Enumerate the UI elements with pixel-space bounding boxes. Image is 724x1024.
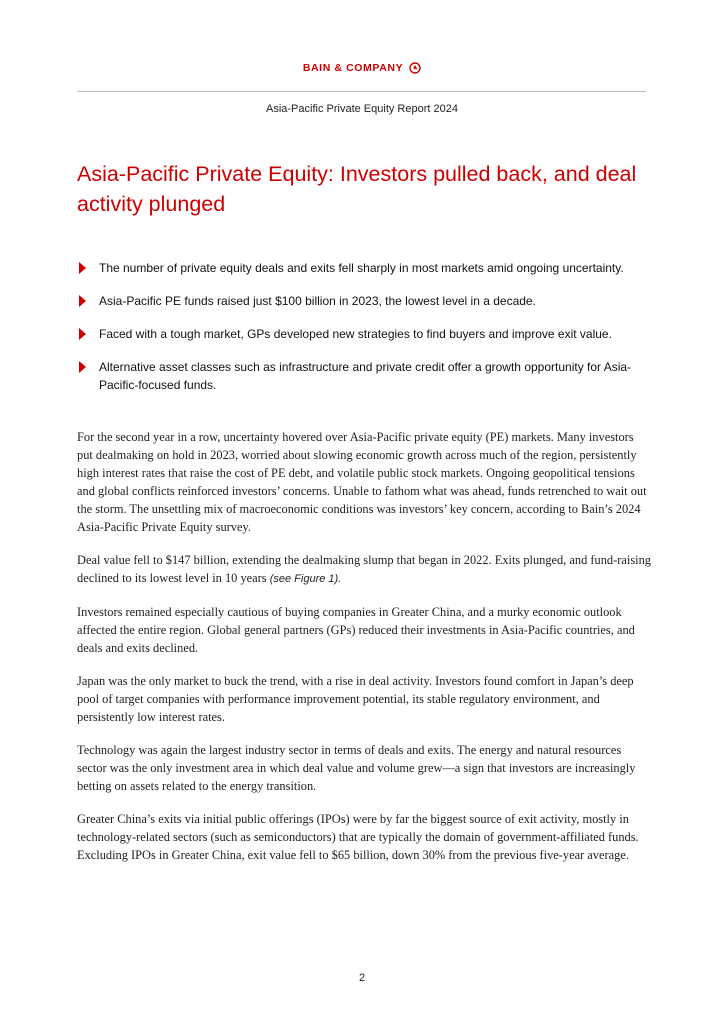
paragraph (77, 551, 651, 588)
bullet-text: The number of private equity deals and exits fell sharply in most markets amid ongoing uncertainty. (99, 261, 624, 275)
page-number: 2 (358, 972, 366, 984)
paragraph-text: Deal value fell to $147 billion, extending the dealmaking slump that began in 2022. Exits plunged, and fund-raising declined to its lowest level in 10 years (77, 553, 651, 585)
list-item (77, 259, 652, 277)
header-divider (77, 91, 646, 92)
triangle-bullet-icon (79, 295, 86, 307)
list-item (77, 325, 652, 343)
body-text (77, 428, 651, 879)
figure-reference: (see Figure 1). (269, 573, 342, 585)
brand-logo (0, 62, 724, 74)
paragraph: Japan was the only market to buck the trend, with a rise in deal activity. Investors found comfort in Japan’s deep pool of target companies with performance improvement potential, its stable regulatory environment, and persistently low interest rates. (77, 674, 634, 724)
list-item (77, 292, 652, 310)
bullet-text: Faced with a tough market, GPs developed new strategies to find buyers and improve exit value. (99, 327, 612, 341)
triangle-bullet-icon (79, 262, 86, 274)
brand-name: BAIN & COMPANY (302, 62, 404, 74)
bullet-text: Alternative asset classes such as infrastructure and private credit offer a growth opportunity for Asia-Pacific-focused funds. (99, 360, 632, 392)
list-item (77, 358, 652, 394)
paragraph: For the second year in a row, uncertainty hovered over Asia-Pacific private equity (PE) markets. Many investors put dealmaking on hold in 2023, worried about slowing economic growth across much of the region, persistently high interest rates that raise the cost of PE debt, and volatile public stock markets. Ongoing geopolitical tensions and global conflicts reinforced investors’ concerns. Unable to fathom what was ahead, funds retrenched to wait out the storm. The unsettling mix of macroeconomic conditions was investors’ key concern, according to Bain’s 2024 Asia-Pacific Private Equity survey. (77, 430, 647, 534)
report-title: Asia-Pacific Private Equity Report 2024 (266, 103, 458, 115)
paragraph: Technology was again the largest industry sector in terms of deals and exits. The energy and natural resources sector was the only investment area in which deal value and volume grew—a sign that investors are increasingly betting on assets related to the energy transition. (77, 743, 636, 793)
key-takeaways-list (77, 259, 652, 409)
triangle-bullet-icon (79, 328, 86, 340)
paragraph: Greater China’s exits via initial public offerings (IPOs) were by far the biggest source of exit activity, mostly in technology-related sectors (such as semiconductors) that are typically the domain of government-affiliated funds. Excluding IPOs in Greater China, exit value fell to $65 billion, down 30% from the previous five-year average. (77, 812, 639, 862)
bullet-text: Asia-Pacific PE funds raised just $100 billion in 2023, the lowest level in a decade. (99, 294, 536, 308)
page-title: Asia-Pacific Private Equity: Investors pulled back, and deal activity plunged (77, 162, 637, 216)
bain-logo-icon (409, 62, 421, 74)
triangle-bullet-icon (79, 361, 86, 373)
paragraph: Investors remained especially cautious of buying companies in Greater China, and a murky economic outlook affected the entire region. Global general partners (GPs) reduced their investments in Asia-Pacific countries, and deals and exits declined. (77, 605, 635, 655)
